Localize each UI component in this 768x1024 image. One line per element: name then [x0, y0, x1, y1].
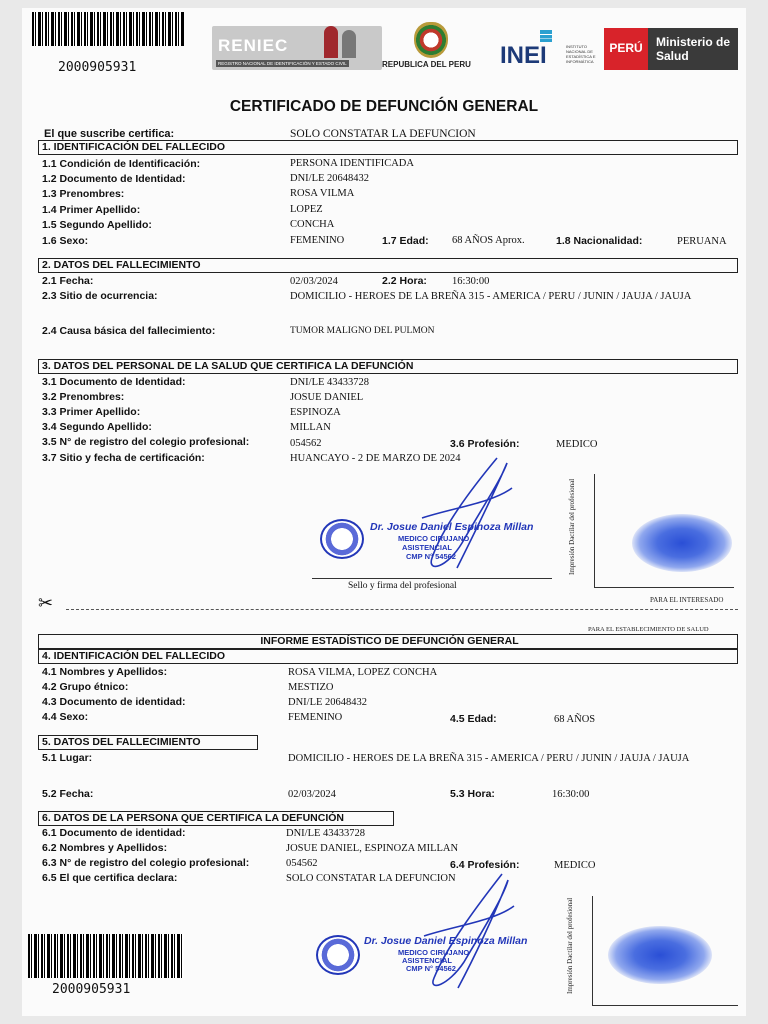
section-2-header: 2. DATOS DEL FALLECIMIENTO: [38, 258, 738, 273]
fecha-value: 02/03/2024: [290, 276, 338, 287]
fecha-label-informe: 5.2 Fecha:: [42, 788, 94, 800]
causa-value: TUMOR MALIGNO DEL PULMON: [290, 326, 435, 336]
document-title: CERTIFICADO DE DEFUNCIÓN GENERAL: [229, 98, 539, 115]
stamp-line-3: CMP N° 54562: [406, 552, 456, 561]
profesion-label: 3.6 Profesión:: [450, 438, 520, 450]
informe-title: INFORME ESTADÍSTICO DE DEFUNCIÓN GENERAL: [38, 634, 738, 649]
stamp-line-1: MEDICO CIRUJANO: [398, 534, 470, 543]
inei-logo: INEI INSTITUTO NACIONAL DE ESTADÍSTICA E INFORMÁTICA: [500, 30, 600, 70]
certifica-value: SOLO CONSTATAR LA DEFUNCION: [290, 128, 476, 140]
field-value: CONCHA: [290, 219, 335, 230]
death-certificate-page: [22, 8, 746, 1016]
certifica-label: El que suscribe certifica:: [44, 128, 175, 140]
field-label: 4.4 Sexo:: [42, 711, 89, 723]
edad-label-informe: 4.5 Edad:: [450, 713, 497, 725]
reniec-logo: RENIEC REGISTRO NACIONAL DE IDENTIFICACIÓN Y ESTADO CIVIL: [212, 26, 382, 70]
edad-value-informe: 68 AÑOS: [554, 714, 596, 725]
hora-label-informe: 5.3 Hora:: [450, 788, 495, 800]
registro-label-informe: 6.3 N° de registro del colegio profesional:: [42, 857, 250, 869]
edad-value: 68 AÑOS Aprox.: [452, 235, 525, 246]
stamp-seal-icon-lower: [316, 935, 360, 975]
hora-value-informe: 16:30:00: [552, 789, 590, 800]
sitio-certificacion-value: HUANCAYO - 2 DE MARZO DE 2024: [290, 453, 461, 464]
section-3-header: 3. DATOS DEL PERSONAL DE LA SALUD QUE CERTIFICA LA DEFUNCIÓN: [38, 359, 738, 374]
field-label: 1.3 Prenombres:: [42, 188, 125, 200]
field-label: 4.3 Documento de identidad:: [42, 696, 186, 708]
field-value: PERSONA IDENTIFICADA: [290, 158, 414, 169]
impresion-label-lower: Impresión Dactilar del profesional: [566, 897, 574, 994]
barcode-bottom-number: 2000905931: [52, 982, 131, 997]
field-label: 1.1 Condición de Identificación:: [42, 158, 201, 170]
lugar-label: 5.1 Lugar:: [42, 752, 93, 764]
field-value: ROSA VILMA: [290, 188, 355, 199]
field-value: MESTIZO: [288, 682, 334, 693]
lugar-value: DOMICILIO - HEROES DE LA BREÑA 315 - AMERICA / PERU / JUNIN / JAUJA / JAUJA: [288, 753, 690, 764]
field-label: 3.3 Primer Apellido:: [42, 406, 141, 418]
field-label: 1.4 Primer Apellido:: [42, 204, 141, 216]
section-1-header: 1. IDENTIFICACIÓN DEL FALLECIDO: [38, 140, 738, 155]
stamp-name: Dr. Josue Daniel Espinoza Millan: [370, 521, 534, 533]
nacionalidad-label: 1.8 Nacionalidad:: [556, 235, 643, 247]
field-value: ESPINOZA: [290, 407, 341, 418]
field-value: ROSA VILMA, LOPEZ CONCHA: [288, 667, 438, 678]
sitio-value: DOMICILIO - HEROES DE LA BREÑA 315 - AMERICA / PERU / JUNIN / JAUJA / JAUJA: [290, 291, 692, 302]
field-value: DNI/LE 43433728: [290, 377, 370, 388]
field-label: 6.1 Documento de identidad:: [42, 827, 186, 839]
hora-label: 2.2 Hora:: [382, 275, 427, 287]
field-value: FEMENINO: [288, 712, 343, 723]
signature-line: [312, 578, 552, 579]
sitio-label: 2.3 Sitio de ocurrencia:: [42, 290, 158, 302]
inei-bars-icon: [540, 30, 552, 42]
field-value: FEMENINO: [290, 235, 345, 246]
section-6-header: 6. DATOS DE LA PERSONA QUE CERTIFICA LA DEFUNCIÓN: [38, 811, 394, 826]
declara-value: SOLO CONSTATAR LA DEFUNCION: [286, 873, 456, 884]
fingerprint-lower: [608, 926, 712, 984]
stamp-line-2-lower: ASISTENCIAL: [402, 956, 453, 965]
field-label: 3.4 Segundo Apellido:: [42, 421, 152, 433]
field-label: 1.6 Sexo:: [42, 235, 89, 247]
field-label: 3.2 Prenombres:: [42, 391, 125, 403]
fecha-value-informe: 02/03/2024: [288, 789, 336, 800]
profesion-value: MEDICO: [556, 439, 598, 450]
causa-label: 2.4 Causa básica del fallecimiento:: [42, 325, 216, 337]
scissors-icon: ✂: [38, 593, 54, 614]
field-value: DNI/LE 20648432: [288, 697, 368, 708]
barcode-top: [32, 12, 184, 46]
fecha-label: 2.1 Fecha:: [42, 275, 94, 287]
field-label: 3.1 Documento de Identidad:: [42, 376, 186, 388]
cut-line: [66, 609, 738, 610]
stamp-line-2: ASISTENCIAL: [402, 543, 453, 552]
field-value: JOSUE DANIEL: [290, 392, 364, 403]
reniec-figure-icon: [324, 26, 338, 58]
stamp-name-lower: Dr. Josue Daniel Espinoza Millan: [364, 935, 528, 947]
hora-value: 16:30:00: [452, 276, 490, 287]
section-4-header: 4. IDENTIFICACIÓN DEL FALLECIDO: [38, 649, 738, 664]
field-value: JOSUE DANIEL, ESPINOZA MILLAN: [286, 843, 459, 854]
sello-label: Sello y firma del profesional: [348, 581, 457, 591]
stamp-seal-icon: [320, 519, 364, 559]
para-interesado-label: PARA EL INTERESADO: [650, 596, 724, 604]
registro-value-informe: 054562: [286, 858, 318, 869]
minsa-logo: PERÚ Ministerio de Salud: [604, 28, 738, 70]
field-value: LOPEZ: [290, 204, 323, 215]
reniec-figure-icon-2: [342, 30, 356, 58]
profesion-label-informe: 6.4 Profesión:: [450, 859, 520, 871]
field-label: 4.1 Nombres y Apellidos:: [42, 666, 168, 678]
sitio-certificacion-label: 3.7 Sitio y fecha de certificación:: [42, 452, 205, 464]
edad-label: 1.7 Edad:: [382, 235, 429, 247]
field-label: 6.2 Nombres y Apellidos:: [42, 842, 168, 854]
profesion-value-informe: MEDICO: [554, 860, 596, 871]
field-label: 1.5 Segundo Apellido:: [42, 219, 152, 231]
field-label: 4.2 Grupo étnico:: [42, 681, 129, 693]
nacionalidad-value: PERUANA: [677, 236, 727, 247]
field-label: 1.2 Documento de Identidad:: [42, 173, 186, 185]
barcode-top-number: 2000905931: [58, 60, 137, 75]
registro-value: 054562: [290, 438, 322, 449]
signature-lower: [402, 866, 522, 996]
barcode-bottom: [28, 934, 184, 978]
field-value: DNI/LE 20648432: [290, 173, 370, 184]
impresion-label-upper: Impresión Dactilar del profesional: [568, 478, 576, 575]
fingerprint-upper: [632, 514, 732, 572]
declara-label: 6.5 El que certifica declara:: [42, 872, 178, 884]
field-value: MILLAN: [290, 422, 331, 433]
stamp-line-3-lower: CMP N° 54562: [406, 964, 456, 973]
stamp-line-1-lower: MEDICO CIRUJANO: [398, 948, 470, 957]
section-5-header: 5. DATOS DEL FALLECIMIENTO: [38, 735, 258, 750]
republica-label: REPUBLICA DEL PERU: [382, 60, 471, 69]
registro-label: 3.5 N° de registro del colegio profesional:: [42, 436, 250, 448]
peru-coat-of-arms-icon: [414, 22, 448, 58]
field-value: DNI/LE 43433728: [286, 828, 366, 839]
para-establecimiento-label: PARA EL ESTABLECIMIENTO DE SALUD: [588, 626, 709, 633]
